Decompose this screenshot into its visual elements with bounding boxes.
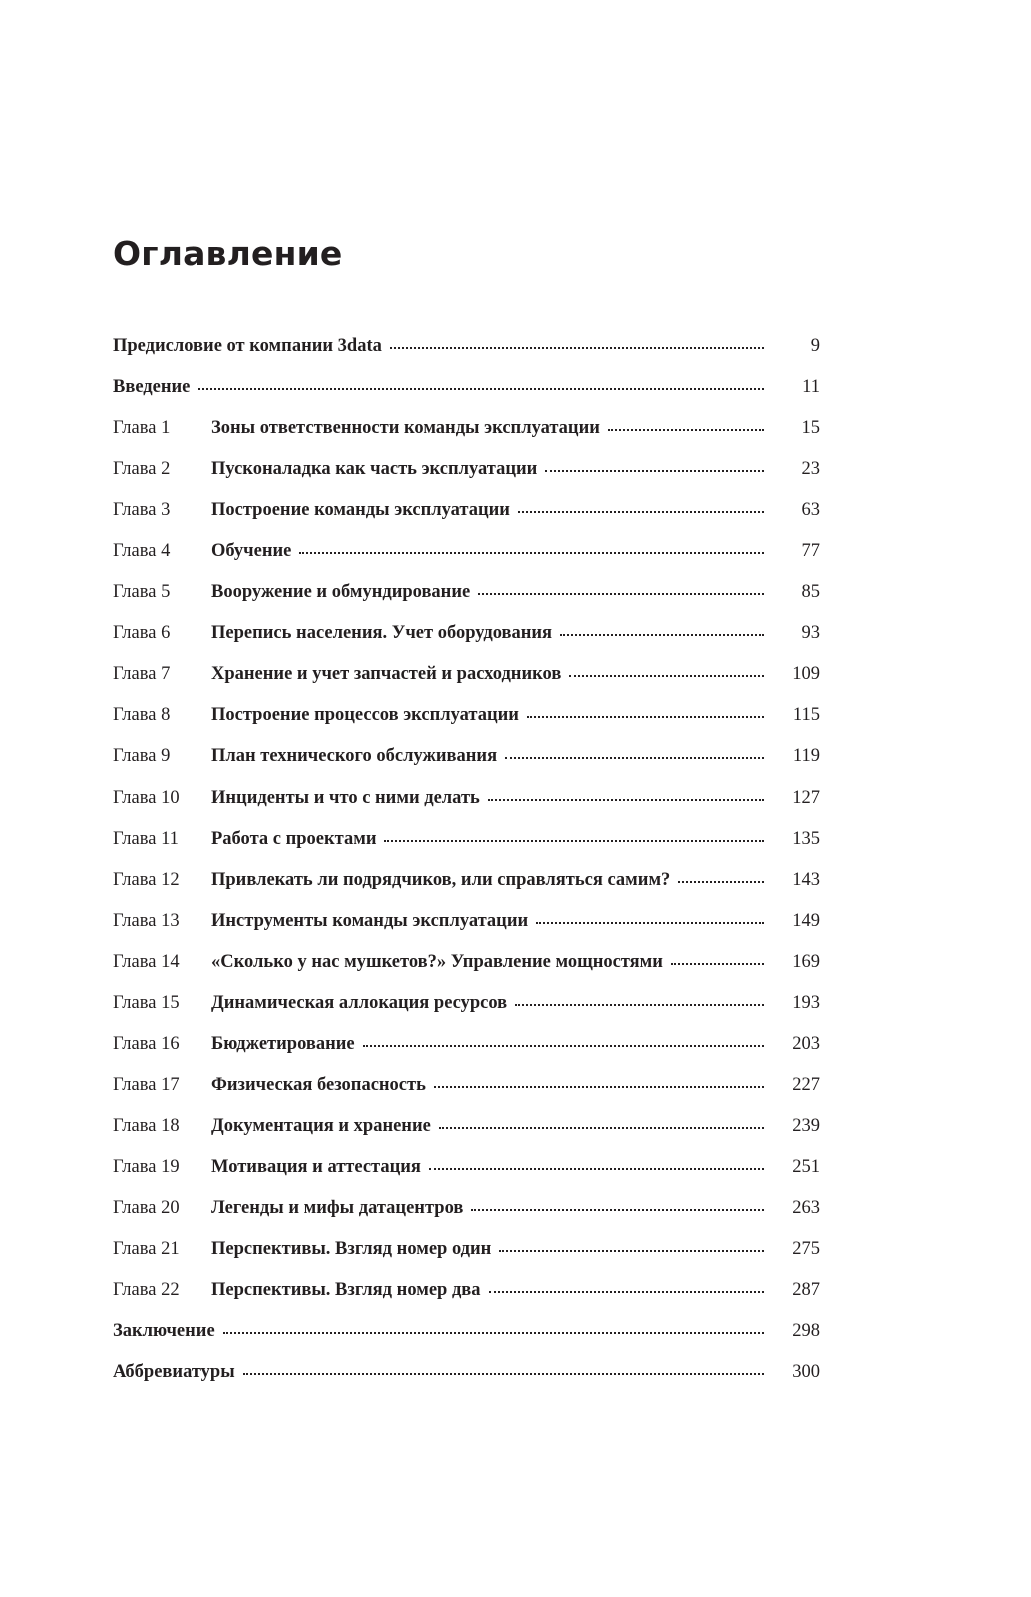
toc-page-number: 63: [801, 500, 820, 521]
toc-entry-title: Перепись населения. Учет оборудования: [211, 623, 553, 644]
toc-page-number: 143: [792, 869, 820, 890]
toc-entry[interactable]: [113, 1362, 820, 1403]
dot-leader: [390, 345, 764, 349]
toc-entry-title: План технического обслуживания: [211, 746, 498, 767]
toc-entry-title: Аббревиатуры: [113, 1362, 235, 1383]
toc-entry[interactable]: [113, 829, 820, 870]
chapter-label: Глава 2: [113, 459, 171, 480]
chapter-label: Глава 20: [113, 1197, 180, 1218]
chapter-label: Глава 18: [113, 1115, 180, 1136]
toc-entry[interactable]: [113, 952, 820, 993]
toc-entry[interactable]: [113, 582, 820, 623]
toc-entry[interactable]: [113, 993, 820, 1034]
chapter-label: Глава 1: [113, 418, 171, 439]
dot-leader: [488, 797, 764, 801]
toc-entry[interactable]: [113, 746, 820, 787]
toc-entry[interactable]: [113, 911, 820, 952]
toc-entry-title: Хранение и учет запчастей и расходников: [211, 664, 562, 685]
dot-leader: [384, 838, 764, 842]
chapter-label: Глава 6: [113, 623, 171, 644]
toc-entry[interactable]: [113, 1239, 820, 1280]
toc-entry[interactable]: [113, 664, 820, 705]
dot-leader: [505, 755, 764, 759]
toc-entry[interactable]: [113, 1075, 820, 1116]
toc-page-number: 77: [801, 541, 820, 562]
toc-page-number: 15: [801, 418, 820, 439]
dot-leader: [299, 550, 764, 554]
toc-page-number: 275: [792, 1239, 820, 1260]
toc-entry[interactable]: [113, 1198, 820, 1239]
toc-page-number: 203: [792, 1033, 820, 1054]
toc-entry[interactable]: [113, 336, 820, 377]
toc-entry-title: Документация и хранение: [211, 1115, 431, 1136]
dot-leader: [198, 386, 764, 390]
toc-entry-title: Мотивация и аттестация: [211, 1156, 421, 1177]
chapter-label: Глава 8: [113, 705, 171, 726]
chapter-label: Глава 3: [113, 500, 171, 521]
toc-page-number: 287: [792, 1280, 820, 1301]
dot-leader: [223, 1330, 764, 1334]
toc-entry-title: Зоны ответственности команды эксплуатации: [211, 418, 600, 439]
toc-entry[interactable]: [113, 788, 820, 829]
toc-entry-title: Обучение: [211, 541, 292, 562]
dot-leader: [678, 879, 764, 883]
toc-entry-title: Построение команды эксплуатации: [211, 500, 510, 521]
chapter-label: Глава 9: [113, 746, 171, 767]
toc-entry-title: Инциденты и что с ними делать: [211, 787, 480, 808]
chapter-label: Глава 4: [113, 541, 171, 562]
dot-leader: [471, 1207, 764, 1211]
toc-entry[interactable]: [113, 870, 820, 911]
toc-entry[interactable]: [113, 418, 820, 459]
toc-page-number: 23: [801, 459, 820, 480]
toc-page-number: 93: [801, 623, 820, 644]
toc-entry[interactable]: [113, 1321, 820, 1362]
chapter-label: Глава 15: [113, 992, 180, 1013]
dot-leader: [608, 427, 764, 431]
toc-page-number: 227: [792, 1074, 820, 1095]
chapter-label: Глава 16: [113, 1033, 180, 1054]
toc-page-number: 193: [792, 992, 820, 1013]
toc-page-number: 169: [792, 951, 820, 972]
dot-leader: [515, 1002, 764, 1006]
toc-page-number: 115: [792, 705, 820, 726]
chapter-label: Глава 10: [113, 787, 180, 808]
toc-entry-title: Пусконаладка как часть эксплуатации: [211, 459, 538, 480]
dot-leader: [489, 1289, 764, 1293]
chapter-label: Глава 21: [113, 1239, 180, 1260]
dot-leader: [363, 1043, 764, 1047]
chapter-label: Глава 13: [113, 910, 180, 931]
chapter-label: Глава 5: [113, 582, 171, 603]
chapter-label: Глава 17: [113, 1074, 180, 1095]
dot-leader: [429, 1166, 764, 1170]
toc-entry[interactable]: [113, 500, 820, 541]
dot-leader: [569, 673, 764, 677]
toc-entry-title: Перспективы. Взгляд номер один: [211, 1239, 492, 1260]
toc-page-number: 149: [792, 910, 820, 931]
dot-leader: [499, 1248, 764, 1252]
toc-entry[interactable]: [113, 1157, 820, 1198]
chapter-label: Глава 22: [113, 1280, 180, 1301]
toc-entry[interactable]: [113, 541, 820, 582]
toc-entry[interactable]: [113, 1116, 820, 1157]
toc-page-number: 263: [792, 1197, 820, 1218]
dot-leader: [545, 468, 764, 472]
page-title: Оглавление: [113, 234, 343, 273]
toc-entry-title: Работа с проектами: [211, 828, 377, 849]
toc-entry-title: Бюджетирование: [211, 1033, 355, 1054]
toc-page-number: 109: [792, 664, 820, 685]
dot-leader: [439, 1125, 764, 1129]
dot-leader: [243, 1371, 764, 1375]
toc-page-number: 251: [792, 1156, 820, 1177]
toc-entry[interactable]: [113, 459, 820, 500]
toc-page-number: 298: [792, 1321, 820, 1342]
toc-entry-title: Введение: [113, 377, 191, 398]
dot-leader: [518, 509, 764, 513]
toc-entry-title: «Сколько у нас мушкетов?» Управление мощностями: [211, 951, 663, 972]
toc-entry-title: Вооружение и обмундирование: [211, 582, 471, 603]
dot-leader: [434, 1084, 764, 1088]
dot-leader: [536, 920, 764, 924]
chapter-label: Глава 12: [113, 869, 180, 890]
toc-page-number: 135: [792, 828, 820, 849]
toc-entry-title: Построение процессов эксплуатации: [211, 705, 519, 726]
toc-entry[interactable]: [113, 623, 820, 664]
toc-page-number: 127: [792, 787, 820, 808]
toc-page-number: 9: [810, 336, 820, 356]
dot-leader: [478, 591, 764, 595]
toc-entry-title: Предисловие от компании 3data: [113, 336, 382, 356]
chapter-label: Глава 7: [113, 664, 171, 685]
toc-entry-title: Динамическая аллокация ресурсов: [211, 992, 508, 1013]
toc-entry[interactable]: [113, 705, 820, 746]
dot-leader: [671, 961, 764, 965]
chapter-label: Глава 14: [113, 951, 180, 972]
toc-entry[interactable]: [113, 1034, 820, 1075]
toc-entry-title: Привлекать ли подрядчиков, или справляться самим?: [211, 869, 671, 890]
toc-page-number: 239: [792, 1115, 820, 1136]
toc-page-number: 119: [792, 746, 820, 767]
chapter-label: Глава 19: [113, 1156, 180, 1177]
toc-entry-title: Легенды и мифы датацентров: [211, 1197, 464, 1218]
dot-leader: [527, 714, 764, 718]
toc-entry-title: Физическая безопасность: [211, 1074, 426, 1095]
toc-page-number: 11: [802, 377, 820, 398]
chapter-label: Глава 11: [113, 828, 179, 849]
dot-leader: [560, 632, 764, 636]
toc-page-number: 300: [792, 1362, 820, 1383]
toc-entry-title: Заключение: [113, 1321, 215, 1342]
toc-page-number: 85: [801, 582, 820, 603]
toc-entry[interactable]: [113, 377, 820, 418]
toc-entry-title: Инструменты команды эксплуатации: [211, 910, 529, 931]
toc-entry-title: Перспективы. Взгляд номер два: [211, 1280, 481, 1301]
toc-entry[interactable]: [113, 1280, 820, 1321]
toc-list: [113, 336, 820, 1403]
